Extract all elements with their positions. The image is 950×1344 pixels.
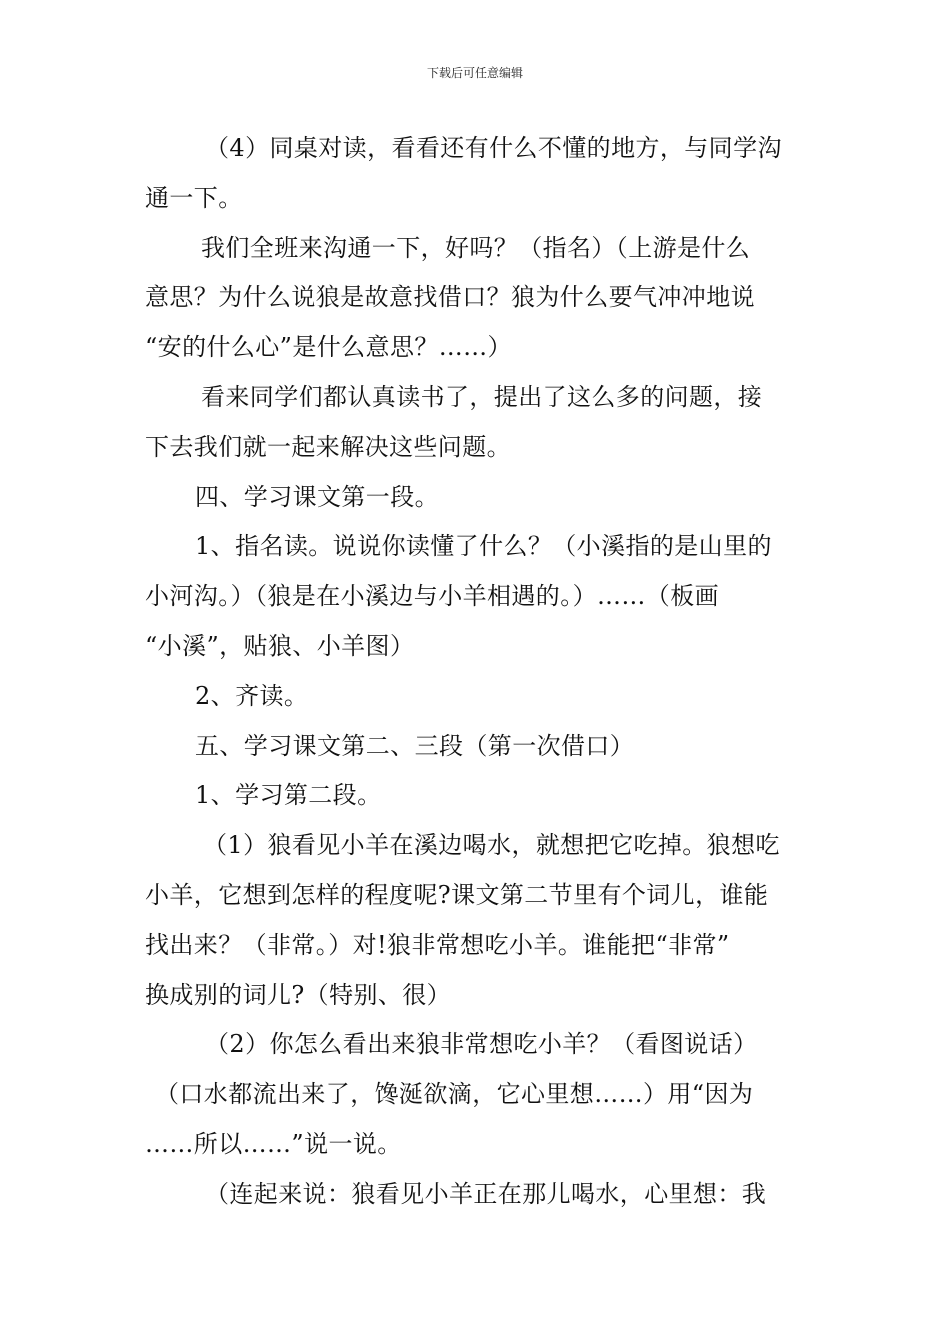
text-line: （连起来说：狼看见小羊正在那儿喝水，心里想：我: [205, 1179, 767, 1208]
text-line: （1）狼看见小羊在溪边喝水，就想把它吃掉。狼想吃: [203, 831, 780, 860]
text-line: “安的什么心”是什么意思？……）: [145, 333, 512, 362]
page-header: 下载后可任意编辑: [426, 66, 523, 80]
text-line: 通一下。: [145, 183, 243, 212]
text-line: 四、学习课文第一段。: [195, 482, 439, 511]
text-line: 我们全班来沟通一下，好吗？（指名）（上游是什么: [201, 233, 751, 262]
text-line: （4）同桌对读，看看还有什么不懂的地方，与同学沟: [205, 134, 782, 162]
text-line: 1、指名读。说说你读懂了什么？（小溪指的是山里的: [195, 532, 772, 561]
text-line: 意思？为什么说狼是故意找借口？狼为什么要气冲冲地说: [145, 283, 755, 312]
text-line: （口水都流出来了，馋涎欲滴，它心里想……）用“因为: [155, 1080, 754, 1109]
text-line: 找出来？（非常。）对!狼非常想吃小羊。谁能把“非常”: [145, 930, 730, 959]
document-body: [145, 124, 807, 1220]
text-line: 看来同学们都认真读书了，提出了这么多的问题，接: [201, 382, 763, 411]
text-line: ……所以……”说一说。: [145, 1129, 402, 1158]
text-line: 换成别的词儿?（特别、很）: [145, 980, 452, 1009]
text-line: 小河沟。）（狼是在小溪边与小羊相遇的。）……（板画: [145, 582, 719, 611]
text-line: 1、学习第二段。: [195, 781, 382, 810]
text-line: “小溪”，贴狼、小羊图）: [145, 631, 415, 660]
text-line: 五、学习课文第二、三段（第一次借口）: [195, 731, 635, 760]
text-line: 下去我们就一起来解决这些问题。: [145, 432, 511, 461]
text-line: 2、齐读。: [195, 681, 309, 710]
text-line: （2）你怎么看出来狼非常想吃小羊？（看图说话）: [205, 1030, 758, 1059]
text-line: 小羊，它想到怎样的程度呢?课文第二节里有个词儿，谁能: [145, 880, 769, 909]
